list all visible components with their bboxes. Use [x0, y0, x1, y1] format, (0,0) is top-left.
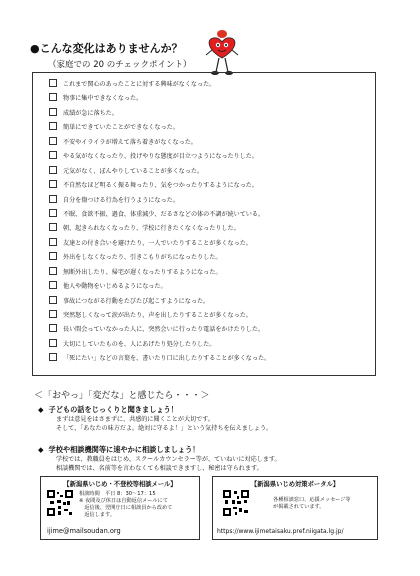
checklist-item-label: 事故につながる行動をたびたび起こすようになった。 — [63, 297, 210, 305]
checklist-item-label: やる気がなくなったり、投げやりな態度が目立つようになったりした。 — [63, 153, 258, 161]
checklist-item[interactable] — [49, 251, 369, 265]
checklist-item-label: 突然怒しくなって涙が出たり、声を出したりすることが多くなった。 — [63, 312, 252, 319]
checklist-item-label: 長い間会っていなかった人に、突然会いに行ったり電話をかけたりした。 — [63, 326, 265, 334]
checkbox-icon[interactable] — [49, 281, 57, 289]
checklist-item-label: 不安やイライラが増えて落ち着きがなくなった。 — [63, 138, 197, 146]
diamond-bullet-icon: ◆ — [38, 445, 44, 454]
checkbox-icon[interactable] — [49, 324, 57, 332]
consult-mail-card-title: 【新潟県いじめ・不登校等相談メール】 — [63, 481, 177, 488]
checklist-item[interactable] — [49, 280, 369, 294]
heart-mascot-icon — [200, 28, 244, 78]
checklist-item-label: 自分を傷つける行為を行うようになった。 — [63, 196, 179, 204]
checklist-item-label: 友達との付き合いを避けたり、一人でいたりすることが多くなった。 — [63, 239, 252, 247]
checklist-item[interactable] — [49, 78, 369, 92]
advice-item-title-text: 学校や相談機関等に速やかに相談しましょう！ — [48, 445, 200, 454]
checkbox-icon[interactable] — [49, 195, 57, 203]
card-line: 返信後、翌開庁日に相談員から改めて — [79, 505, 173, 511]
portal-card-title: 【新潟県いじめ対策ポータル】 — [250, 481, 340, 488]
checklist-item[interactable] — [49, 309, 369, 323]
advice-item-title-text: 子どもの話をじっくりと聞きましょう！ — [48, 405, 178, 414]
checklist-item-label: 不自然なほど明るく振る舞ったり、気をつかったりするようになった。 — [63, 182, 258, 190]
checklist-item[interactable] — [49, 165, 369, 179]
checklist-item[interactable] — [49, 237, 369, 251]
checklist-item-label: 朝、起きられなくなったり、学校に行きたくなくなったりした。 — [63, 225, 240, 233]
checklist-item[interactable] — [49, 121, 369, 135]
checkbox-icon[interactable] — [49, 296, 57, 304]
advice-item-line: 相談機関では、名前等を言わなくても相談できますし、秘密は守られます。 — [56, 465, 263, 472]
checkbox-icon[interactable] — [49, 267, 57, 275]
checkbox-icon[interactable] — [49, 252, 57, 260]
checkbox-icon[interactable] — [49, 108, 57, 116]
checkbox-icon[interactable] — [49, 137, 57, 145]
checkbox-icon[interactable] — [49, 93, 57, 101]
advice-item-title — [38, 445, 398, 455]
advice-item-line: そして、「あなたの味方だよ。絶対に守るよ！」という気持ちを伝えましょう。 — [56, 425, 273, 432]
advice-item-line: まずは意見をはさまずに、共感的に聞くことが大切です。 — [56, 416, 214, 423]
checklist-item-label: 他人や動物をいじめるようになった。 — [63, 283, 167, 291]
checklist-item-label: 元気がなく、ぼんやりしていることが多くなった。 — [63, 167, 204, 175]
checkbox-icon[interactable] — [49, 151, 57, 159]
page-title: ●こんな変化はありませんか？ — [30, 42, 183, 55]
checkbox-icon[interactable] — [49, 238, 57, 246]
checklist-item[interactable] — [49, 222, 369, 236]
checkbox-icon[interactable] — [49, 122, 57, 130]
advice-section — [38, 403, 398, 473]
diamond-bullet-icon: ◆ — [38, 405, 44, 414]
checkbox-icon[interactable] — [49, 180, 57, 188]
checklist-item-label: 物事に集中できなくなった。 — [63, 95, 143, 103]
portal-card — [212, 476, 378, 540]
checklist-item[interactable] — [49, 92, 369, 106]
checklist-item[interactable] — [49, 179, 369, 193]
advice-item-title — [38, 405, 398, 415]
card-line: 返信します。 — [79, 512, 115, 518]
checklist-item[interactable] — [49, 107, 369, 121]
checklist-item-label: 「死にたい」などの言葉を、書いたり口に出したりすることが多くなった。 — [63, 355, 271, 363]
checklist-item-label: これまで関心のあったことに対する興味がなくなった。 — [63, 81, 216, 88]
checkbox-icon[interactable] — [49, 339, 57, 347]
qr-code-icon[interactable] — [47, 490, 73, 516]
checkbox-icon[interactable] — [49, 209, 57, 217]
checklist-item[interactable] — [49, 150, 369, 164]
checklist-item[interactable] — [49, 208, 369, 222]
consult-email-link[interactable]: ijime@mailsoudan.org — [47, 527, 121, 535]
checklist-item-label: 成績が急に落ちた。 — [63, 109, 118, 117]
card-line: 各種相談窓口、応援メッセージ等 — [273, 497, 351, 503]
checklist-item[interactable] — [49, 136, 369, 150]
checklist — [49, 78, 369, 367]
checkbox-icon[interactable] — [49, 166, 57, 174]
portal-url-link[interactable]: https://www.ijimetaisaku.pref.niigata.lg.jp/ — [217, 528, 344, 535]
advice-heading: ＜「おやっ」「変だな」と感じたら・・・＞ — [34, 391, 210, 401]
portal-card-text — [273, 497, 351, 511]
checklist-item-label: 無断外出したり、帰宅が遅くなったりするようになった。 — [63, 268, 222, 276]
card-line: が掲載されています。 — [273, 504, 325, 510]
checklist-item[interactable] — [49, 323, 369, 337]
card-line: 相談時間 平日 8：30～17：15 — [79, 491, 156, 497]
advice-item-line: 学校では、教職員をはじめ、スクールカウンセラー等が、ていねいに対応します。 — [56, 456, 281, 463]
qr-code-icon[interactable] — [223, 490, 249, 516]
checklist-item-label: 簡単にできていたことができなくなった。 — [63, 124, 179, 132]
page-subtitle: （家庭での 20 のチェックポイント） — [48, 60, 192, 70]
consult-mail-card — [40, 476, 200, 540]
checkbox-icon[interactable] — [49, 223, 57, 231]
checkbox-icon[interactable] — [49, 353, 57, 361]
checklist-item[interactable] — [49, 338, 369, 352]
checklist-item-label: 不眠、食欲不振、過食、体重減少、だるさなどの体の不調が続いている。 — [63, 210, 265, 218]
checkbox-icon[interactable] — [49, 310, 57, 318]
checklist-panel — [32, 72, 376, 376]
checklist-item-label: 大切にしていたものを、人にあげたり処分したりした。 — [63, 340, 216, 348]
checklist-item-label: 外出をしなくなったり、引きこもりがちになったりした。 — [63, 254, 222, 262]
checkbox-icon[interactable] — [49, 79, 57, 87]
checklist-item[interactable] — [49, 266, 369, 280]
checklist-item[interactable] — [49, 194, 369, 208]
consult-mail-card-text — [79, 491, 172, 519]
checklist-item[interactable] — [49, 295, 369, 309]
checklist-item[interactable] — [49, 352, 369, 366]
card-line: ※ 夜間及び休日は自動返信メールにて — [79, 498, 168, 504]
